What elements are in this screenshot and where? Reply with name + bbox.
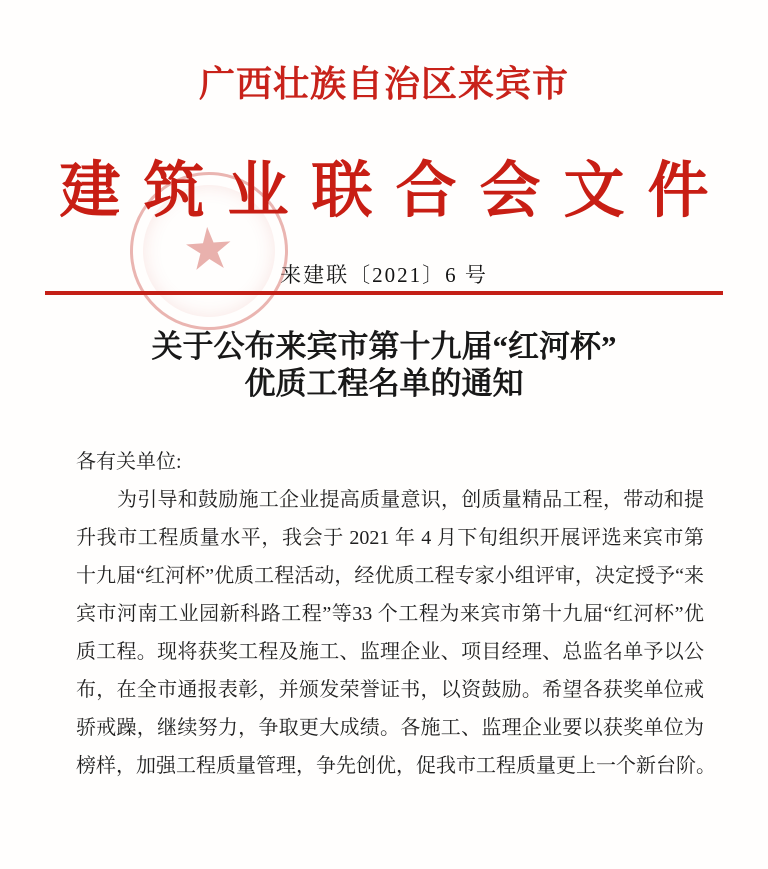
body-line: 骄戒躁，继续努力，争取更大成绩。各施工、监理企业要以获奖单位为: [76, 717, 704, 739]
salutation: 各有关单位:: [76, 451, 182, 473]
issuer-line: 广西壮族自治区来宾市: [198, 64, 569, 104]
doc-number: 来建联〔2021〕6 号: [280, 263, 488, 287]
star-icon: ★: [180, 212, 237, 285]
subject-title-line2: 优质工程名单的通知: [244, 366, 524, 401]
org-title: 建筑业联合会文件: [59, 158, 732, 225]
body-line: 宾市河南工业园新科路工程”等33 个工程为来宾市第十九届“红河杯”优: [76, 603, 704, 625]
body-line: 十九届“红河杯”优质工程活动，经优质工程专家小组评审，决定授予“来: [76, 565, 704, 587]
body-line: 榜样，加强工程质量管理，争先创优，促我市工程质量更上一个新台阶。: [76, 755, 716, 777]
body-paragraph: [76, 443, 716, 785]
subject-title: [0, 328, 768, 402]
body-line: 质工程。现将获奖工程及施工、监理企业、项目经理、总监名单予以公: [76, 641, 704, 663]
body-line: 升我市工程质量水平，我会于 2021 年 4 月下旬组织开展评选来宾市第: [76, 527, 704, 549]
red-separator-rule: [45, 291, 723, 295]
subject-title-line1: 关于公布来宾市第十九届“红河杯”: [151, 329, 617, 364]
body-line: 布，在全市通报表彰，并颁发荣誉证书，以资鼓励。希望各获奖单位戒: [76, 679, 704, 701]
body-line: 为引导和鼓励施工企业提高质量意识，创质量精品工程，带动和提: [117, 489, 704, 511]
